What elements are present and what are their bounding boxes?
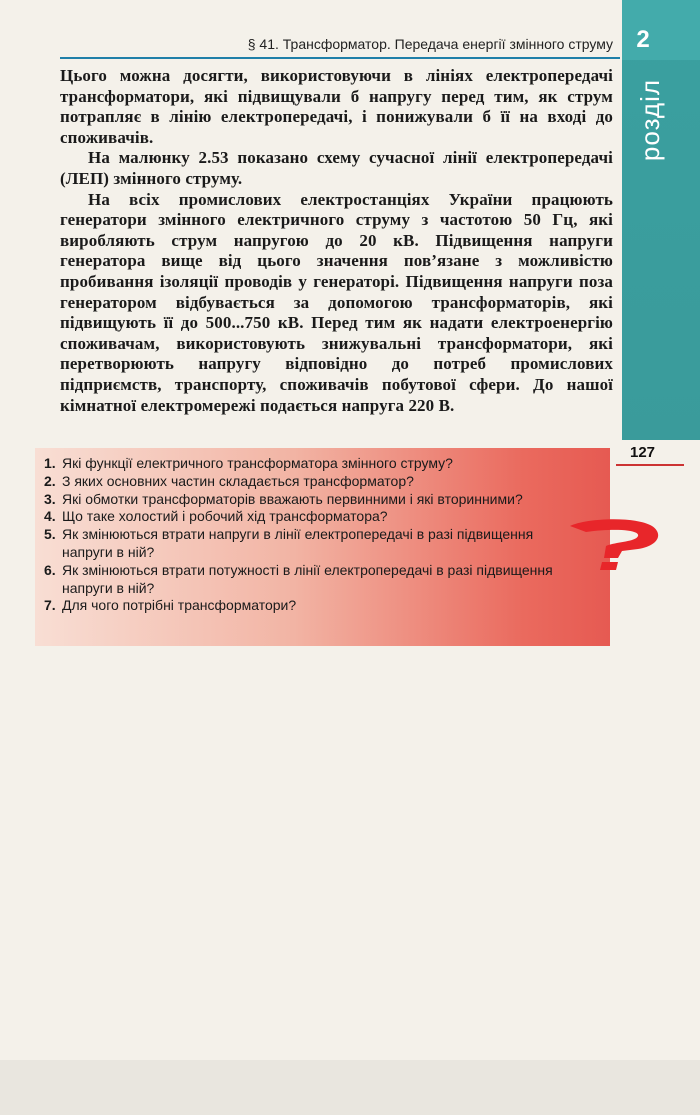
question-item: [44, 473, 574, 491]
question-number: 3.: [44, 490, 56, 507]
question-text: Які обмотки трансформаторів вважають первинними і які вторинними?: [62, 490, 523, 507]
body-text: [60, 66, 613, 416]
question-item: [44, 455, 574, 473]
paragraph: На малюнку 2.53 показано схему сучасної лінії електропередачі (ЛЕП) змінного струму.: [60, 148, 613, 188]
chapter-number: 2: [636, 26, 650, 53]
question-item: [44, 526, 574, 562]
running-head: § 41. Трансформатор. Передача енергії змінного струму: [247, 36, 613, 52]
question-number: 6.: [44, 561, 56, 578]
paragraph: Цього можна досягти, використовуючи в лініях електропередачі трансформатори, які підвищували б напругу перед тим, як струм потрапляє в лінію електропередачі, і понижували б її на вході до споживачів.: [60, 66, 613, 147]
question-mark-icon: [566, 516, 666, 572]
question-text: Які функції електричного трансформатора змінного струму?: [62, 455, 453, 471]
question-item: [44, 491, 574, 509]
question-text: Як змінюються втрати потужності в лінії електропередачі в разі підвищення напруги в ній?: [62, 561, 553, 596]
question-text: Для чого потрібні трансформатори?: [62, 597, 297, 614]
question-number: 7.: [44, 597, 56, 614]
page-number: 127: [630, 444, 656, 461]
paragraph: На всіх промислових електростанціях України працюють генератори змінного електричного струму з частотою 50 Гц, які виробляють струм напругою до 20 кВ. Підвищення напруги генератора вище від цього значення пов’язане з можливістю пробивання ізоляції проводів у генераторі. Підвищення напруги поза генератором відбувається за допомогою трансформаторів, які підвищують її до 500...750 кВ. Перед тим як надати електроенергію споживачам, використовують знижувальні трансформатори, які перетворюють напругу відповідно до потреб промислових підприємств, транспорту, споживачів побутової сфери. До нашої кімнатної електромережі подається напруга 220 В.: [60, 189, 613, 415]
question-number: 2.: [44, 472, 56, 489]
chapter-side-tab: [622, 0, 700, 440]
header-rule: [60, 57, 620, 59]
page-number-rule: [616, 464, 684, 466]
page-bottom-shade: [0, 1060, 700, 1115]
question-text: Як змінюються втрати напруги в лінії електропередачі в разі підвищення напруги в ній?: [62, 526, 534, 560]
question-text: Що таке холостий і робочий хід трансформатора?: [62, 508, 388, 525]
question-item: [44, 597, 574, 615]
question-item: [44, 562, 574, 598]
question-number: 4.: [44, 508, 56, 525]
question-number: 5.: [44, 526, 56, 543]
question-item: [44, 508, 574, 526]
question-text: З яких основних частин складається трансформатор?: [62, 472, 414, 489]
question-number: 1.: [44, 455, 56, 471]
questions-list: [44, 455, 574, 615]
chapter-word: розділ: [635, 78, 665, 162]
